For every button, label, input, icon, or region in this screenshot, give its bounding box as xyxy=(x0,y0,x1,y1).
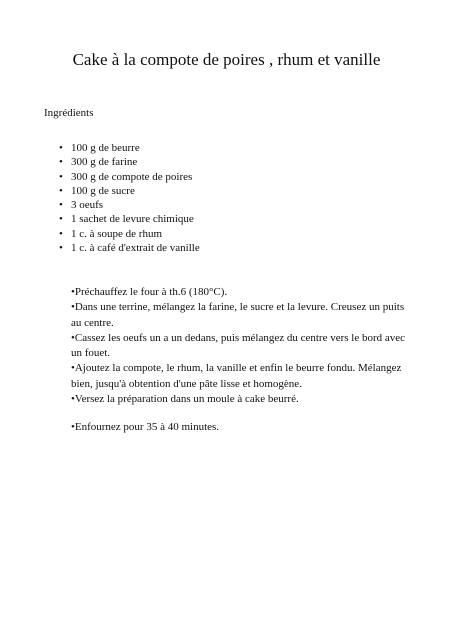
ingredient-text: 3 oeufs xyxy=(71,199,104,212)
bullet-icon: • xyxy=(59,213,63,226)
step-paragraph: •Cassez les oeufs un a un dedans, puis mélangez du centre vers le bord avec un fouet. xyxy=(71,331,406,360)
ingredients-list xyxy=(59,141,200,255)
ingredient-text: 1 c. à soupe de rhum xyxy=(71,227,163,240)
step-paragraph: •Versez la préparation dans un moule à cake beurré. xyxy=(71,393,299,406)
ingredient-item xyxy=(59,170,200,184)
ingredient-text: 300 g de compote de poires xyxy=(71,170,193,183)
ingredient-item xyxy=(59,212,200,226)
bullet-icon: • xyxy=(59,170,63,183)
ingredient-text: 1 sachet de levure chimique xyxy=(71,213,194,226)
ingredient-text: 100 g de sucre xyxy=(71,184,135,197)
ingredients-heading: Ingrédients xyxy=(44,107,94,119)
step-paragraph: •Ajoutez la compote, le rhum, la vanille et enfin le beurre fondu. Mélangez bien, jusqu'à obtention d'une pâte lisse et homogène. xyxy=(71,362,402,390)
ingredient-item xyxy=(59,184,200,198)
step-paragraph: •Dans une terrine, mélangez la farine, le sucre et la levure. Creusez un puits au centre. xyxy=(71,301,405,329)
ingredient-item xyxy=(59,241,200,255)
bullet-icon: • xyxy=(59,199,63,212)
ingredient-item xyxy=(59,198,200,212)
preparation-steps xyxy=(71,285,411,407)
ingredient-text: 100 g de beurre xyxy=(71,142,140,154)
ingredient-text: 300 g de farine xyxy=(71,156,138,169)
bullet-icon: • xyxy=(59,142,63,154)
bullet-icon: • xyxy=(59,227,63,240)
step-paragraph: •Préchauffez le four à th.6 (180°C). xyxy=(71,286,228,298)
bullet-icon: • xyxy=(59,184,63,197)
ingredient-item xyxy=(59,155,200,169)
ingredient-item xyxy=(59,227,200,241)
ingredient-text: 1 c. à café d'extrait de vanille xyxy=(71,242,200,255)
bullet-icon: • xyxy=(59,156,63,169)
final-step: •Enfournez pour 35 à 40 minutes. xyxy=(71,421,220,433)
recipe-title: Cake à la compote de poires , rhum et vanille xyxy=(72,50,381,69)
bullet-icon: • xyxy=(59,242,63,255)
ingredient-item xyxy=(59,141,200,155)
